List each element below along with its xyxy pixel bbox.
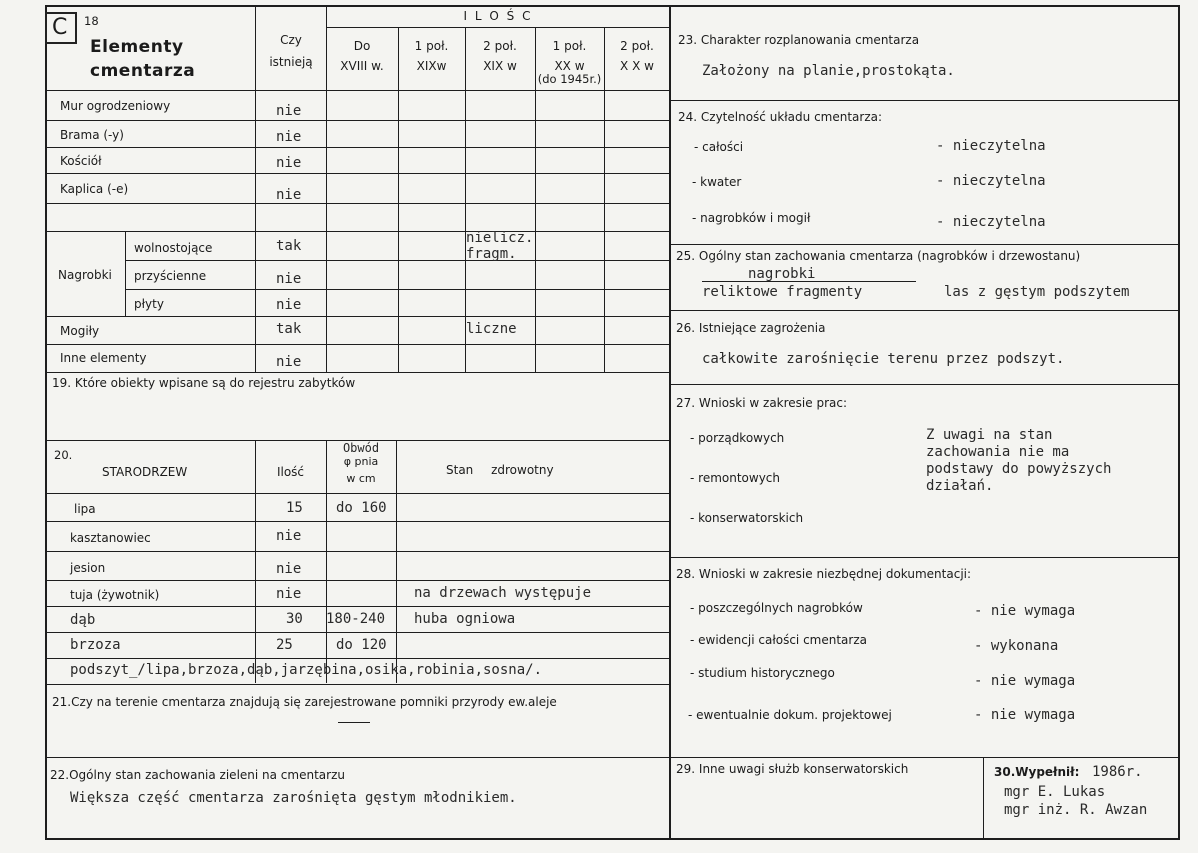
period-5-b: X X w xyxy=(620,59,654,73)
element-value-chapel: nie xyxy=(276,187,302,203)
element-label-church: Kościół xyxy=(60,154,102,168)
tree-qty-4: nie xyxy=(276,586,302,602)
s27-row2: - remontowych xyxy=(690,471,780,485)
period-2-b: XIXw xyxy=(416,59,447,73)
col-exists-1: Czy xyxy=(280,33,302,47)
s27-value-2: zachowania nie ma xyxy=(926,444,1070,460)
s27-row1: - porządkowych xyxy=(690,431,785,445)
s20-col-name: STARODRZEW xyxy=(102,465,188,479)
s22-value: Większa część cmentarza zarośnięta gęstym młodnikiem. xyxy=(70,790,517,806)
card-number: 18 xyxy=(84,14,99,28)
tree-name-3: jesion xyxy=(70,561,106,575)
nagrobki-wall-label: przyścienne xyxy=(134,269,207,283)
s28-row2-value: - wykonana xyxy=(974,638,1059,654)
s27-value-4: działań. xyxy=(926,478,994,494)
nagrobki-freestanding-label: wolnostojące xyxy=(134,241,213,255)
s25-v3: las z gęstym podszytem xyxy=(944,284,1130,300)
s29-label: 29. Inne uwagi służb konserwatorskich xyxy=(676,762,909,776)
s24-label: 24. Czytelność układu cmentarza: xyxy=(678,110,883,124)
card-letter: C xyxy=(52,15,68,40)
nagrobki-wall-value: nie xyxy=(276,271,302,287)
s27-label: 27. Wnioski w zakresie prac: xyxy=(676,396,848,410)
element-value-wall: nie xyxy=(276,103,302,119)
mogily-value: tak xyxy=(276,321,302,337)
s20-col-circ-2: φ pnia xyxy=(343,455,379,468)
period-3-a: 2 poł. xyxy=(483,39,517,53)
s21-label: 21.Czy na terenie cmentarza znajdują się zarejestrowane pomniki przyrody ew.aleje xyxy=(52,695,557,709)
s26-value: całkowite zarośnięcie terenu przez podszyt. xyxy=(702,351,1065,367)
s28-row1-value: - nie wymaga xyxy=(974,603,1076,619)
nagrobki-slabs-label: płyty xyxy=(134,297,164,311)
tree-qty-2: nie xyxy=(276,528,302,544)
s19-label: 19. Które obiekty wpisane są do rejestru zabytków xyxy=(52,376,356,390)
tree-circ-1: do 160 xyxy=(336,500,387,516)
element-value-gate: nie xyxy=(276,129,302,145)
s30-year: 1986r. xyxy=(1092,764,1143,780)
s28-row3-value: - nie wymaga xyxy=(974,673,1076,689)
s24-row2-value: - nieczytelna xyxy=(936,173,1046,189)
tree-qty-5: 30 xyxy=(286,611,303,627)
nagrobki-freestanding-note: nielicz. fragm. xyxy=(466,230,534,262)
title-line2: cmentarza xyxy=(90,61,196,81)
s28-row4-value: - nie wymaga xyxy=(974,707,1076,723)
s22-label: 22.Ogólny stan zachowania zieleni na cmentarzu xyxy=(50,768,345,782)
nagrobki-freestanding-value: tak xyxy=(276,238,302,254)
tree-circ-5: 180-240 xyxy=(326,611,386,627)
s25-v1: nagrobki xyxy=(748,266,816,282)
period-2-a: 1 poł. xyxy=(414,39,449,53)
period-5-a: 2 poł. xyxy=(620,39,654,53)
title-line1: Elementy xyxy=(90,37,184,57)
s21-dash xyxy=(338,722,370,723)
s27-value-1: Z uwagi na stan xyxy=(926,427,1053,443)
s28-row4-label: - ewentualnie dokum. projektowej xyxy=(688,708,892,722)
s20-col-circ-3: w cm xyxy=(346,472,376,485)
s24-row2-label: - kwater xyxy=(692,175,742,189)
period-1-a: Do xyxy=(353,39,371,53)
period-4-b: XX w xyxy=(554,59,585,73)
inne-value: nie xyxy=(276,354,302,370)
nagrobki-slabs-value: nie xyxy=(276,297,302,313)
s27-row3: - konserwatorskich xyxy=(690,511,804,525)
tree-name-2: kasztanowiec xyxy=(70,531,151,545)
s30-name1: mgr E. Lukas xyxy=(1004,784,1106,800)
s23-label: 23. Charakter rozplanowania cmentarza xyxy=(678,33,920,47)
s26-label: 26. Istniejące zagrożenia xyxy=(676,321,826,335)
s20-num: 20. xyxy=(54,448,73,462)
s23-value: Założony na planie,prostokąta. xyxy=(702,63,955,79)
period-4-a: 1 poł. xyxy=(552,39,587,53)
s28-label: 28. Wnioski w zakresie niezbędnej dokumentacji: xyxy=(676,567,972,581)
s24-row1-value: - nieczytelna xyxy=(936,138,1046,154)
s24-row3-label: - nagrobków i mogił xyxy=(692,211,811,225)
tree-name-5: dąb xyxy=(70,612,96,628)
tree-name-4: tuja (żywotnik) xyxy=(70,588,160,602)
element-label-gate: Brama (-y) xyxy=(60,128,124,142)
tree-qty-6: 25 xyxy=(276,637,293,653)
element-value-church: nie xyxy=(276,155,302,171)
s20-col-qty: Ilość xyxy=(276,465,305,479)
period-3-b: XIX w xyxy=(483,59,517,73)
podszyt-value: podszyt_/lipa,brzoza,dąb,jarzębina,osika,robinia,sosna/. xyxy=(70,662,543,678)
s24-row3-value: - nieczytelna xyxy=(936,214,1046,230)
tree-name-6: brzoza xyxy=(70,637,121,653)
s25-v2: reliktowe fragmenty xyxy=(702,284,863,300)
period-1-b: XVIII w. xyxy=(340,59,384,73)
tree-qty-3: nie xyxy=(276,561,302,577)
tree-circ-6: do 120 xyxy=(336,637,387,653)
col-exists-2: istnieją xyxy=(269,55,313,69)
element-label-wall: Mur ogrodzeniowy xyxy=(60,99,171,113)
card-letter-box xyxy=(45,12,77,44)
tree-health-4: na drzewach występuje xyxy=(414,585,592,601)
tree-qty-1: 15 xyxy=(286,500,303,516)
mogily-label: Mogiły xyxy=(60,324,100,338)
inne-label: Inne elementy xyxy=(60,351,147,365)
tree-name-1: lipa xyxy=(74,502,96,516)
period-4-c: (do 1945r.) xyxy=(537,72,602,86)
s27-value-3: podstawy do powyższych xyxy=(926,461,1112,477)
s30-label: 30.Wypełnił: xyxy=(994,765,1080,779)
s24-row1-label: - całości xyxy=(694,140,744,154)
s20-col-circ-1: Obwód xyxy=(342,441,380,455)
s28-row1-label: - poszczególnych nagrobków xyxy=(690,601,863,615)
ilosc-header: I L O Ś C xyxy=(463,9,533,23)
s28-row2-label: - ewidencji całości cmentarza xyxy=(690,633,867,647)
s20-col-health: Stan zdrowotny xyxy=(446,463,554,477)
s30-name2: mgr inż. R. Awzan xyxy=(1004,802,1148,818)
s28-row3-label: - studium historycznego xyxy=(690,666,835,680)
mogily-note: liczne xyxy=(466,321,517,337)
s25-label: 25. Ogólny stan zachowania cmentarza (nagrobków i drzewostanu) xyxy=(676,249,1081,263)
nagrobki-label: Nagrobki xyxy=(58,268,112,282)
element-label-chapel: Kaplica (-e) xyxy=(60,182,129,196)
tree-health-5: huba ogniowa xyxy=(414,611,516,627)
